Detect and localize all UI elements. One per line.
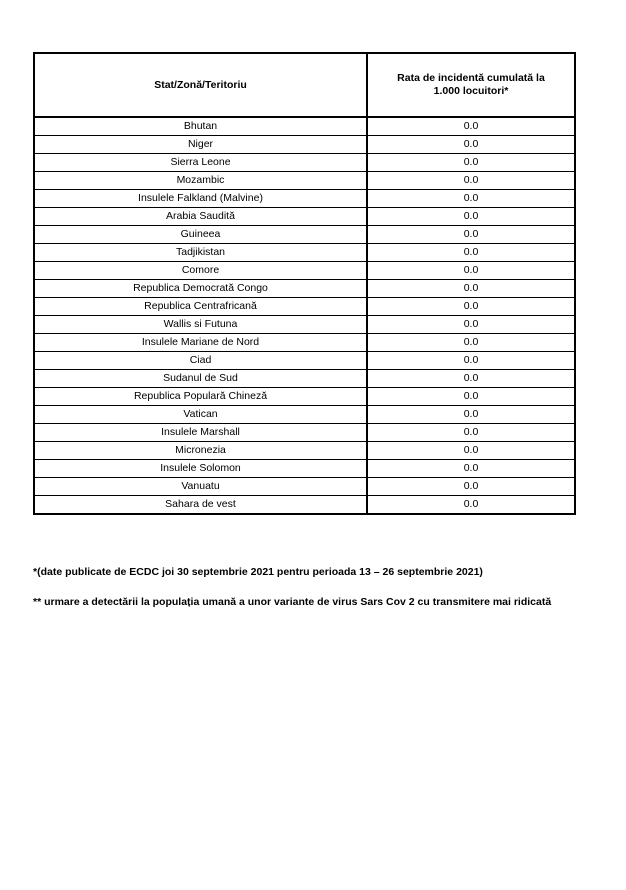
table-header-row xyxy=(34,53,575,117)
table-row xyxy=(34,226,575,244)
rate-cell: 0.0 xyxy=(367,280,575,298)
table-row xyxy=(34,172,575,190)
table-row xyxy=(34,424,575,442)
table-row xyxy=(34,190,575,208)
table-row xyxy=(34,334,575,352)
rate-cell: 0.0 xyxy=(367,334,575,352)
rate-cell: 0.0 xyxy=(367,406,575,424)
rate-cell: 0.0 xyxy=(367,154,575,172)
rate-cell: 0.0 xyxy=(367,298,575,316)
country-cell: Sahara de vest xyxy=(34,496,367,515)
country-cell: Niger xyxy=(34,136,367,154)
table-row xyxy=(34,496,575,515)
rate-cell: 0.0 xyxy=(367,496,575,515)
rate-cell: 0.0 xyxy=(367,208,575,226)
table-row xyxy=(34,352,575,370)
header-country: Stat/Zonă/Teritoriu xyxy=(34,53,367,117)
table-row xyxy=(34,460,575,478)
table-row xyxy=(34,208,575,226)
country-cell: Mozambic xyxy=(34,172,367,190)
table-row xyxy=(34,298,575,316)
rate-cell: 0.0 xyxy=(367,262,575,280)
table-row xyxy=(34,154,575,172)
table-row xyxy=(34,262,575,280)
country-cell: Republica Populară Chineză xyxy=(34,388,367,406)
rate-cell: 0.0 xyxy=(367,460,575,478)
country-cell: Insulele Marshall xyxy=(34,424,367,442)
table-row xyxy=(34,316,575,334)
header-incidence-rate: Rata de incidentă cumulată la 1.000 locuitori* xyxy=(367,53,575,117)
rate-cell: 0.0 xyxy=(367,388,575,406)
country-cell: Insulele Solomon xyxy=(34,460,367,478)
rate-cell: 0.0 xyxy=(367,172,575,190)
country-cell: Vatican xyxy=(34,406,367,424)
incidence-table xyxy=(33,52,576,515)
rate-cell: 0.0 xyxy=(367,244,575,262)
table-row xyxy=(34,442,575,460)
country-cell: Micronezia xyxy=(34,442,367,460)
country-cell: Guineea xyxy=(34,226,367,244)
country-cell: Ciad xyxy=(34,352,367,370)
country-cell: Insulele Falkland (Malvine) xyxy=(34,190,367,208)
rate-cell: 0.0 xyxy=(367,370,575,388)
country-cell: Arabia Saudită xyxy=(34,208,367,226)
rate-cell: 0.0 xyxy=(367,424,575,442)
country-cell: Sudanul de Sud xyxy=(34,370,367,388)
country-cell: Comore xyxy=(34,262,367,280)
table-row xyxy=(34,478,575,496)
country-cell: Sierra Leone xyxy=(34,154,367,172)
table-row xyxy=(34,406,575,424)
table-row xyxy=(34,136,575,154)
country-cell: Republica Centrafricană xyxy=(34,298,367,316)
country-cell: Wallis si Futuna xyxy=(34,316,367,334)
table-row xyxy=(34,280,575,298)
country-cell: Insulele Mariane de Nord xyxy=(34,334,367,352)
footnotes xyxy=(33,566,613,626)
country-cell: Tadjikistan xyxy=(34,244,367,262)
country-cell: Republica Democrată Congo xyxy=(34,280,367,298)
rate-cell: 0.0 xyxy=(367,190,575,208)
footnote-variants: ** urmare a detectării la populația umană a unor variante de virus Sars Cov 2 cu transmitere mai ridicată xyxy=(33,596,552,608)
rate-cell: 0.0 xyxy=(367,117,575,136)
table-body xyxy=(34,117,575,514)
rate-cell: 0.0 xyxy=(367,136,575,154)
rate-cell: 0.0 xyxy=(367,478,575,496)
rate-cell: 0.0 xyxy=(367,442,575,460)
rate-cell: 0.0 xyxy=(367,226,575,244)
table-row xyxy=(34,244,575,262)
table-row xyxy=(34,370,575,388)
country-cell: Vanuatu xyxy=(34,478,367,496)
table-row xyxy=(34,117,575,136)
rate-cell: 0.0 xyxy=(367,316,575,334)
country-cell: Bhutan xyxy=(34,117,367,136)
rate-cell: 0.0 xyxy=(367,352,575,370)
table-row xyxy=(34,388,575,406)
footnote-source: *(date publicate de ECDC joi 30 septembrie 2021 pentru perioada 13 – 26 septembrie 2021) xyxy=(33,566,483,578)
